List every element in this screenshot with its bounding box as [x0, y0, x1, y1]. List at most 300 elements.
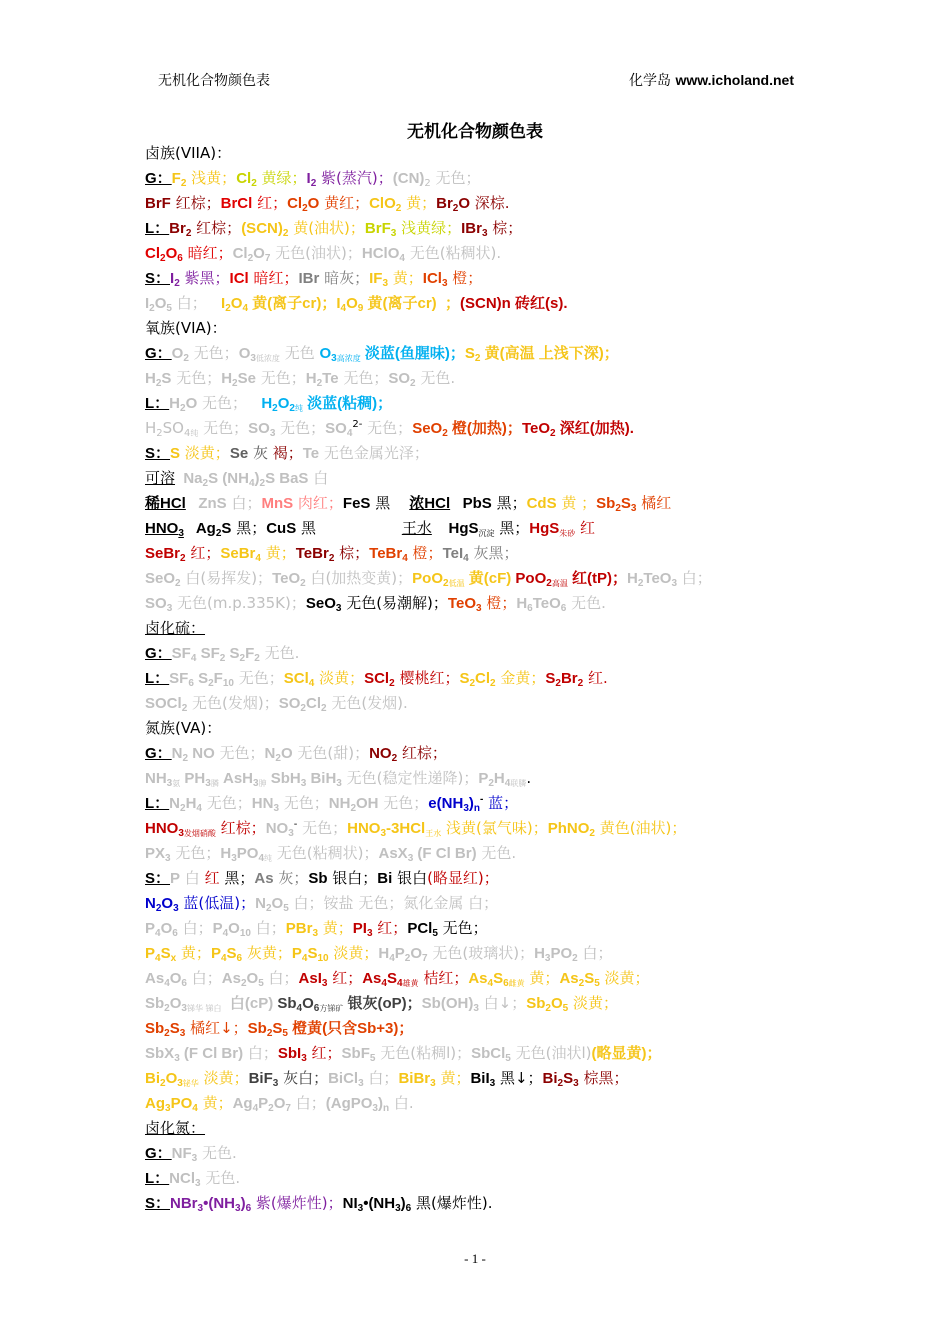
line-token: 无色； [170, 844, 221, 862]
line-token: SO [145, 595, 167, 612]
line-token: OH [356, 795, 379, 812]
line-token: BiCl [328, 1070, 359, 1087]
line-token: 2 [268, 1103, 274, 1114]
line-token: BiH [306, 770, 337, 787]
line-token: 无色； [297, 819, 348, 837]
line-token: 2 [572, 953, 578, 964]
line-token: Sb [526, 995, 546, 1012]
line-token: Br [560, 670, 578, 687]
line-token: O [319, 345, 332, 362]
line-token: 无色； [430, 169, 481, 187]
line-token: G： [145, 170, 172, 187]
line-token: HNO [145, 820, 179, 837]
table-line [145, 1191, 825, 1216]
line-token: 黄(离子cr)； [248, 295, 337, 312]
line-token: 3 [331, 353, 337, 364]
line-token: P [394, 945, 405, 962]
line-token: H [516, 595, 528, 612]
line-token: 3 [366, 928, 373, 939]
line-token: 红棕； [170, 194, 221, 212]
line-token: 2 [180, 553, 186, 564]
line-token: Se [229, 445, 249, 462]
line-token: 黑↓； [495, 1069, 543, 1087]
line-token: N [264, 745, 276, 762]
line-token: 氨 [172, 779, 181, 788]
line-token: 3 [269, 428, 276, 439]
table-line [145, 341, 825, 366]
line-token: 无色(发烟)； [187, 694, 279, 712]
line-token: 黄； [197, 1094, 233, 1112]
line-token: H [220, 845, 232, 862]
line-token: SO [248, 420, 270, 437]
line-token: As [468, 970, 488, 987]
line-token: 无色(甜)； [292, 744, 370, 762]
line-token: PO [236, 845, 259, 862]
line-token: 2 [155, 378, 162, 389]
line-token: SeBr [145, 545, 181, 562]
line-token: SOCl [145, 695, 182, 712]
line-token: 3 [250, 353, 256, 364]
line-token: ClO [369, 195, 396, 212]
line-token: 无色(发烟). [326, 694, 408, 712]
line-token: 红； [327, 969, 363, 987]
line-token: 白； [177, 919, 213, 937]
line-token: 无色(稳定性递降)； [341, 769, 479, 787]
line-token: 5 [258, 978, 264, 989]
line-token: 3 [473, 1003, 479, 1014]
line-token: •(NH [203, 1195, 236, 1212]
line-token: (略显红)； [427, 869, 499, 887]
line-token: 稀HCl [145, 495, 186, 512]
line-token: 2 [247, 253, 254, 264]
line-token: H [378, 945, 390, 962]
line-token: 2 [350, 803, 357, 814]
line-token: 2 [202, 478, 209, 489]
line-token: PhNO [547, 820, 590, 837]
line-token: 9 [357, 303, 364, 314]
line-token: 6 [177, 253, 183, 264]
line-token: 低浓度 [255, 354, 280, 363]
line-token: 4 [155, 953, 161, 964]
line-token: S (NH [208, 470, 249, 487]
line-token: 2 [637, 578, 644, 589]
line-token: G： [145, 745, 172, 762]
line-token: Sb [277, 995, 297, 1012]
line-token: 6 [405, 1203, 412, 1214]
line-token: Sb [308, 870, 328, 887]
line-token: S [169, 1020, 180, 1037]
line-token: 5 [505, 1053, 511, 1064]
line-token: O [160, 920, 173, 937]
line-token: 2 [208, 678, 214, 689]
line-token: 2 [272, 403, 278, 414]
line-token: 7 [285, 1103, 291, 1114]
line-token: 橙； [481, 594, 517, 612]
line-token: S [307, 945, 318, 962]
line-token: (SCN)n [460, 295, 511, 312]
table-line [145, 491, 825, 516]
table-line [145, 1116, 825, 1141]
line-token: 无色. [566, 594, 606, 612]
line-token: PoO [511, 570, 547, 587]
line-token: 红(tP)； [567, 570, 627, 587]
line-token: 3 [178, 828, 184, 839]
line-token: AsI [298, 970, 322, 987]
line-token: 4 [220, 953, 227, 964]
line-token: PO [170, 1095, 193, 1112]
line-token: L： [145, 1170, 170, 1187]
line-token: 4 [248, 478, 255, 489]
line-token: 3 [195, 1178, 201, 1189]
line-token: 银灰(oP)； [343, 995, 422, 1012]
line-token: 3 [288, 828, 294, 839]
line-token: 2 [452, 203, 459, 214]
line-token: ) [468, 795, 474, 812]
table-line [145, 666, 825, 691]
line-token: 浅黄； [186, 169, 237, 187]
line-token: 红 [575, 519, 596, 537]
line-token: 3 [489, 1078, 496, 1089]
line-token: 2 [156, 428, 163, 439]
line-token: 红； [185, 544, 221, 562]
line-token: 蓝(低温)； [178, 894, 256, 912]
line-token: NO [188, 745, 215, 762]
line-token: 淡黄； [328, 944, 379, 962]
line-token: 2 [215, 528, 222, 539]
line-token: 6 [527, 603, 533, 614]
line-token: S： [145, 870, 171, 887]
line-token: 无色； [279, 794, 329, 812]
line-token: O [307, 195, 320, 212]
line-token: 沉淀 [478, 529, 495, 538]
table-line [145, 691, 825, 716]
line-token: 2 [183, 353, 189, 364]
line-token: 2 [443, 578, 449, 589]
line-token: 2 [410, 378, 416, 389]
line-token: Cl [287, 195, 303, 212]
line-token: 紫(爆炸性)； [251, 1194, 343, 1212]
table-line [145, 441, 825, 466]
line-token: PH [180, 770, 206, 787]
line-token: 橙黄(只含Sb+3)； [287, 1020, 414, 1037]
line-token: As [221, 970, 241, 987]
line-token: Cl [475, 670, 491, 687]
line-token: 棕黑； [578, 1069, 629, 1087]
line-token: 2 [404, 953, 411, 964]
table-line [145, 766, 825, 791]
line-token: 3 [301, 1053, 307, 1064]
line-token: 无色； [378, 794, 429, 812]
line-token: 10 [239, 928, 251, 939]
line-token: 3 [272, 1078, 279, 1089]
line-token: 白； [243, 1044, 278, 1062]
line-token: 白； [577, 944, 613, 962]
table-line [145, 741, 825, 766]
line-token: AsX [378, 845, 408, 862]
line-token: AsH [218, 770, 253, 787]
line-token: 2 [555, 678, 561, 689]
line-token: SbF [341, 1045, 370, 1062]
line-token: 黄(离子cr) ； [363, 295, 461, 312]
line-token: S [493, 970, 504, 987]
line-token: 3 [380, 828, 387, 839]
line-token: 白； [186, 969, 222, 987]
line-token: O [165, 245, 178, 262]
line-token: 3 [357, 1203, 364, 1214]
line-token: 3 [544, 953, 551, 964]
line-token: 2 [300, 703, 306, 714]
line-token: 白； [263, 969, 299, 987]
line-token: 2 [185, 228, 192, 239]
line-token: 黄绿； [256, 169, 307, 187]
line-token: 黄； [401, 194, 437, 212]
line-token: 纯 [264, 854, 273, 863]
line-token: Te [322, 370, 339, 387]
line-token: 无色； [197, 394, 262, 412]
line-token: 2 [254, 653, 260, 664]
line-token: 淡蓝(粘稠)； [302, 395, 393, 412]
line-token: SeO [305, 595, 336, 612]
line-token: 暗红； [182, 244, 233, 262]
line-token: 膦 [210, 779, 219, 788]
line-token: 2 [181, 703, 188, 714]
line-token: 10 [222, 678, 234, 689]
line-token: 3 [441, 278, 448, 289]
line-token: PO [550, 945, 573, 962]
line-token: 黄 ； [556, 494, 597, 512]
line-token: 淡黄； [568, 994, 618, 1012]
line-token: H [534, 945, 545, 962]
line-token: 7 [422, 953, 428, 964]
line-token: 雄黄 [402, 979, 419, 988]
line-token: O [228, 920, 240, 937]
line-token: TeO [447, 595, 476, 612]
header-title: 无机化合物颜色表 [158, 73, 270, 89]
table-line [145, 816, 825, 841]
line-token: 无色(易潮解)； [341, 594, 448, 612]
line-token: H [493, 770, 505, 787]
line-token: 4 [487, 978, 494, 989]
table-line [145, 191, 825, 216]
line-token: 6 [503, 978, 509, 989]
table-line [145, 466, 825, 491]
line-token: O [280, 745, 293, 762]
line-token: S [620, 495, 631, 512]
line-token: 2 [265, 903, 272, 914]
line-token: (AgPO [325, 1095, 373, 1112]
line-token: 2 [442, 428, 448, 439]
line-token: 3 [205, 778, 211, 789]
line-token: - [293, 819, 298, 830]
line-token: 3 [573, 1078, 579, 1089]
line-token: 无色. [476, 844, 517, 862]
line-token: NCl [169, 1170, 196, 1187]
line-token: S [226, 945, 237, 962]
line-token: 白； [288, 894, 324, 912]
line-token: 5 [283, 903, 289, 914]
line-token: 2 [474, 353, 481, 364]
line-token: 2 [149, 303, 155, 314]
line-token: 5 [166, 303, 172, 314]
line-token: I [170, 270, 175, 287]
table-line [145, 991, 825, 1016]
line-token: S [161, 370, 172, 387]
line-token: SbCl [471, 1045, 506, 1062]
line-token: Bi [542, 1070, 558, 1087]
line-token: 银白； [327, 869, 378, 887]
line-token: 发烟硝酸 [183, 829, 216, 838]
line-token: O [171, 345, 184, 362]
line-token: 红； [372, 919, 408, 937]
line-token: 黄； [318, 919, 353, 937]
line-token: HgS [431, 520, 479, 537]
line-token: -3HCl [386, 820, 426, 837]
line-token: L： [145, 395, 170, 412]
line-token: 灰； [273, 869, 309, 887]
line-token: 3 [358, 1078, 364, 1089]
line-token: 黄(高温 上浅下深)； [480, 345, 619, 362]
line-token: P [212, 920, 223, 937]
document-title: 无机化合物颜色表 [407, 122, 543, 142]
line-token: 2 [320, 703, 327, 714]
line-token: S [272, 1020, 283, 1037]
table-line [145, 916, 825, 941]
line-token: 3 [179, 1028, 186, 1039]
line-token: O [302, 995, 314, 1012]
line-token: 2 [180, 803, 186, 814]
line-token: 黄色(油状)； [594, 819, 687, 837]
line-token: 2 [310, 178, 317, 189]
line-token: 黄红； [319, 194, 370, 212]
line-token: 4 [190, 653, 197, 664]
line-token: MnS [261, 495, 294, 512]
line-token: 3 [390, 228, 397, 239]
line-token: 卤化硫： [145, 619, 206, 637]
line-token: 6 [172, 928, 178, 939]
line-token: PoO [412, 570, 444, 587]
line-token: (F Cl Br) [413, 845, 477, 862]
line-token: H [145, 370, 156, 387]
line-token: 2- [352, 419, 363, 430]
line-token: Bi [145, 1070, 160, 1087]
line-token: 3 [481, 228, 488, 239]
line-token: 2 [389, 678, 395, 689]
line-token: 黄(油状)； [288, 219, 365, 237]
table-line [145, 291, 825, 316]
line-token: 低温 [448, 579, 465, 588]
line-token: BiI [470, 1070, 490, 1087]
line-token: SbH [266, 770, 301, 787]
line-token: 淡黄； [180, 444, 230, 462]
line-token: O [169, 970, 182, 987]
line-token: 无色. [415, 369, 456, 387]
line-token: 白 [308, 469, 329, 487]
line-token: S [464, 345, 475, 362]
line-token: HgS [529, 520, 560, 537]
line-token: Cl [236, 170, 252, 187]
line-token: 无色(玻璃状)； [427, 944, 535, 962]
line-token: 5 [282, 1028, 288, 1039]
line-token: SCl [364, 670, 390, 687]
line-token: 暗灰； [319, 269, 370, 287]
line-token: 3 [407, 853, 414, 864]
line-token: 无色(油状l) [510, 1044, 592, 1062]
line-token: 2 [164, 1003, 170, 1014]
line-token: F [171, 170, 181, 187]
line-token: 2 [316, 378, 323, 389]
line-token: 5 [369, 1053, 376, 1064]
header-site-url[interactable]: www.icholand.net [675, 72, 794, 88]
line-token: 4 [504, 778, 511, 789]
line-token: 2 [557, 1078, 564, 1089]
line-token: 无色； [338, 369, 389, 387]
line-token: 橘红 [636, 494, 672, 512]
line-token: O [165, 1070, 178, 1087]
line-token: 2 [239, 653, 246, 664]
line-token: H [145, 419, 157, 437]
line-token: 4 [222, 928, 229, 939]
line-token: 4 [196, 803, 202, 814]
line-token: 3 [165, 1103, 171, 1114]
line-token: 2 [488, 778, 494, 789]
line-token: G： [145, 1145, 172, 1162]
line-token: 棕； [487, 219, 523, 237]
line-token: S [160, 945, 171, 962]
line-token: F [245, 645, 255, 662]
line-token: 王水 [425, 829, 442, 838]
line-token: 4 [301, 953, 308, 964]
line-token: 深棕. [470, 194, 510, 212]
line-token: 3 [166, 778, 173, 789]
line-token: Sb [247, 1020, 267, 1037]
line-token: 白； [290, 1094, 326, 1112]
line-token: 2 [240, 978, 247, 989]
line-token: 3 [173, 903, 179, 914]
line-token: O [238, 345, 251, 362]
table-line [145, 891, 825, 916]
table-line [145, 591, 825, 616]
line-token: S [545, 670, 556, 687]
line-token: SbX [145, 1045, 175, 1062]
line-token: 无色(m.p.335K)； [172, 594, 306, 612]
line-token: •(NH [363, 1195, 396, 1212]
line-token: H [627, 570, 638, 587]
line-token: 2 [615, 503, 621, 514]
line-token: 白； [363, 1069, 399, 1087]
line-token: G： [145, 345, 172, 362]
line-token: G： [145, 645, 172, 662]
line-token: 4 [192, 1103, 198, 1114]
line-token: H [305, 370, 317, 387]
line-token: O [154, 295, 167, 312]
line-token: HNO [347, 820, 381, 837]
line-token: 2 [550, 428, 556, 439]
line-token: Sb [596, 495, 616, 512]
table-line [145, 1141, 825, 1166]
line-token: L： [145, 795, 170, 812]
line-token: SO [388, 370, 411, 387]
line-token: L： [145, 220, 170, 237]
line-token: PbS [450, 495, 492, 512]
line-token: O [161, 895, 174, 912]
line-token: 无色. [200, 1169, 241, 1187]
line-token: 3 [197, 1203, 204, 1214]
line-token: 无色. [259, 644, 300, 662]
line-token: O [277, 395, 290, 412]
line-token: 2 [219, 653, 226, 664]
line-token: 2 [289, 403, 295, 414]
line-token: H [169, 395, 181, 412]
